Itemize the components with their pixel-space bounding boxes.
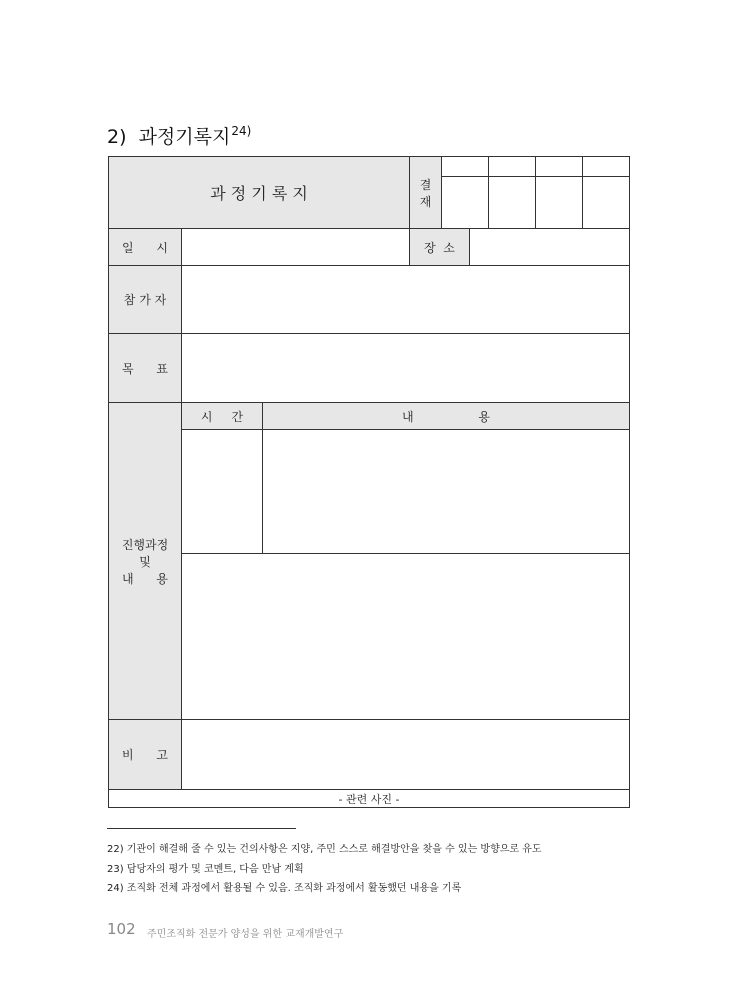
rule-date-right (409, 228, 410, 266)
page-number: 102 (107, 920, 136, 938)
rule-left (108, 156, 109, 808)
footnote-23: 23) 담당자의 평가 및 코멘트, 다음 만남 계획 (107, 864, 304, 875)
date-field[interactable] (182, 229, 409, 265)
rule-header-bottom (181, 429, 630, 430)
approval-box-3[interactable] (536, 177, 582, 228)
progress-label-1: 진행과정 (121, 537, 169, 552)
running-footer: 주민조직화 전문가 양성을 위한 교재개발연구 (147, 929, 344, 940)
rule-time-column (262, 402, 263, 554)
rule-approval-2 (535, 156, 536, 229)
approval-label-2: 재 (419, 194, 432, 209)
footnote-24: 24) 조직화 전체 과정에서 활용될 수 있음. 조직화 과정에서 활동했던 내용을 기록 (107, 883, 462, 894)
footnote-divider (107, 828, 296, 829)
content-header: 내 용 (401, 409, 491, 424)
goal-label-cell (109, 334, 181, 402)
place-field[interactable] (470, 229, 629, 265)
rule-right (629, 156, 630, 808)
rule-top (108, 156, 630, 157)
rule-row-3 (108, 333, 630, 334)
photos-label: - 관련 사진 - (338, 792, 400, 806)
form-title-cell (109, 157, 409, 228)
rule-approval-1 (488, 156, 489, 229)
progress-extra-field[interactable] (182, 554, 629, 719)
remarks-label: 비 고 (121, 748, 169, 762)
goal-label: 목 표 (121, 361, 169, 376)
approval-box-2[interactable] (489, 177, 535, 228)
section-title: 과정기록지 (138, 126, 231, 148)
approval-box-4[interactable] (583, 177, 629, 228)
photos-label-cell (109, 790, 629, 807)
footnote-22: 22) 기관이 해결해 줄 수 있는 건의사항은 지양, 주민 스스로 해결방안을 찾을 수 있는 방향으로 유도 (107, 844, 542, 855)
rule-bottom (108, 807, 630, 808)
rule-row-2 (108, 265, 630, 266)
place-label-cell (410, 229, 469, 265)
rule-row-6 (108, 789, 630, 790)
rule-title-right (409, 156, 410, 229)
rule-approval-label-right (441, 156, 442, 229)
time-header-cell (182, 403, 262, 429)
rule-row-5 (108, 719, 630, 720)
participants-field[interactable] (182, 266, 629, 333)
date-label-cell (109, 229, 181, 265)
rule-approval-3 (582, 156, 583, 229)
rule-label-column (181, 228, 182, 790)
place-label: 장 소 (424, 240, 455, 255)
time-field[interactable] (182, 430, 262, 553)
section-number: 2) (107, 126, 127, 148)
participants-label-cell (109, 266, 181, 333)
approval-label-cell (410, 157, 441, 228)
approval-box-1[interactable] (442, 177, 488, 228)
date-label: 일 시 (121, 240, 169, 255)
progress-label-3: 내 용 (121, 571, 169, 586)
content-header-cell (263, 403, 629, 429)
rule-row-1 (108, 228, 630, 229)
progress-label-cell (109, 403, 181, 719)
rule-place-label-right (469, 228, 470, 266)
remarks-label-cell (109, 720, 181, 789)
form-title: 과 정 기 록 지 (210, 184, 308, 203)
approval-label-1: 결 (419, 177, 432, 192)
participants-label: 참 가 자 (123, 293, 167, 307)
rule-content-bottom (181, 553, 630, 554)
rule-row-4 (108, 402, 630, 403)
footnote-ref: 24) (231, 124, 252, 138)
content-field[interactable] (263, 430, 629, 553)
remarks-field[interactable] (182, 720, 629, 789)
goal-field[interactable] (182, 334, 629, 402)
progress-label-2: 및 (139, 554, 151, 569)
time-header: 시 간 (200, 409, 244, 424)
